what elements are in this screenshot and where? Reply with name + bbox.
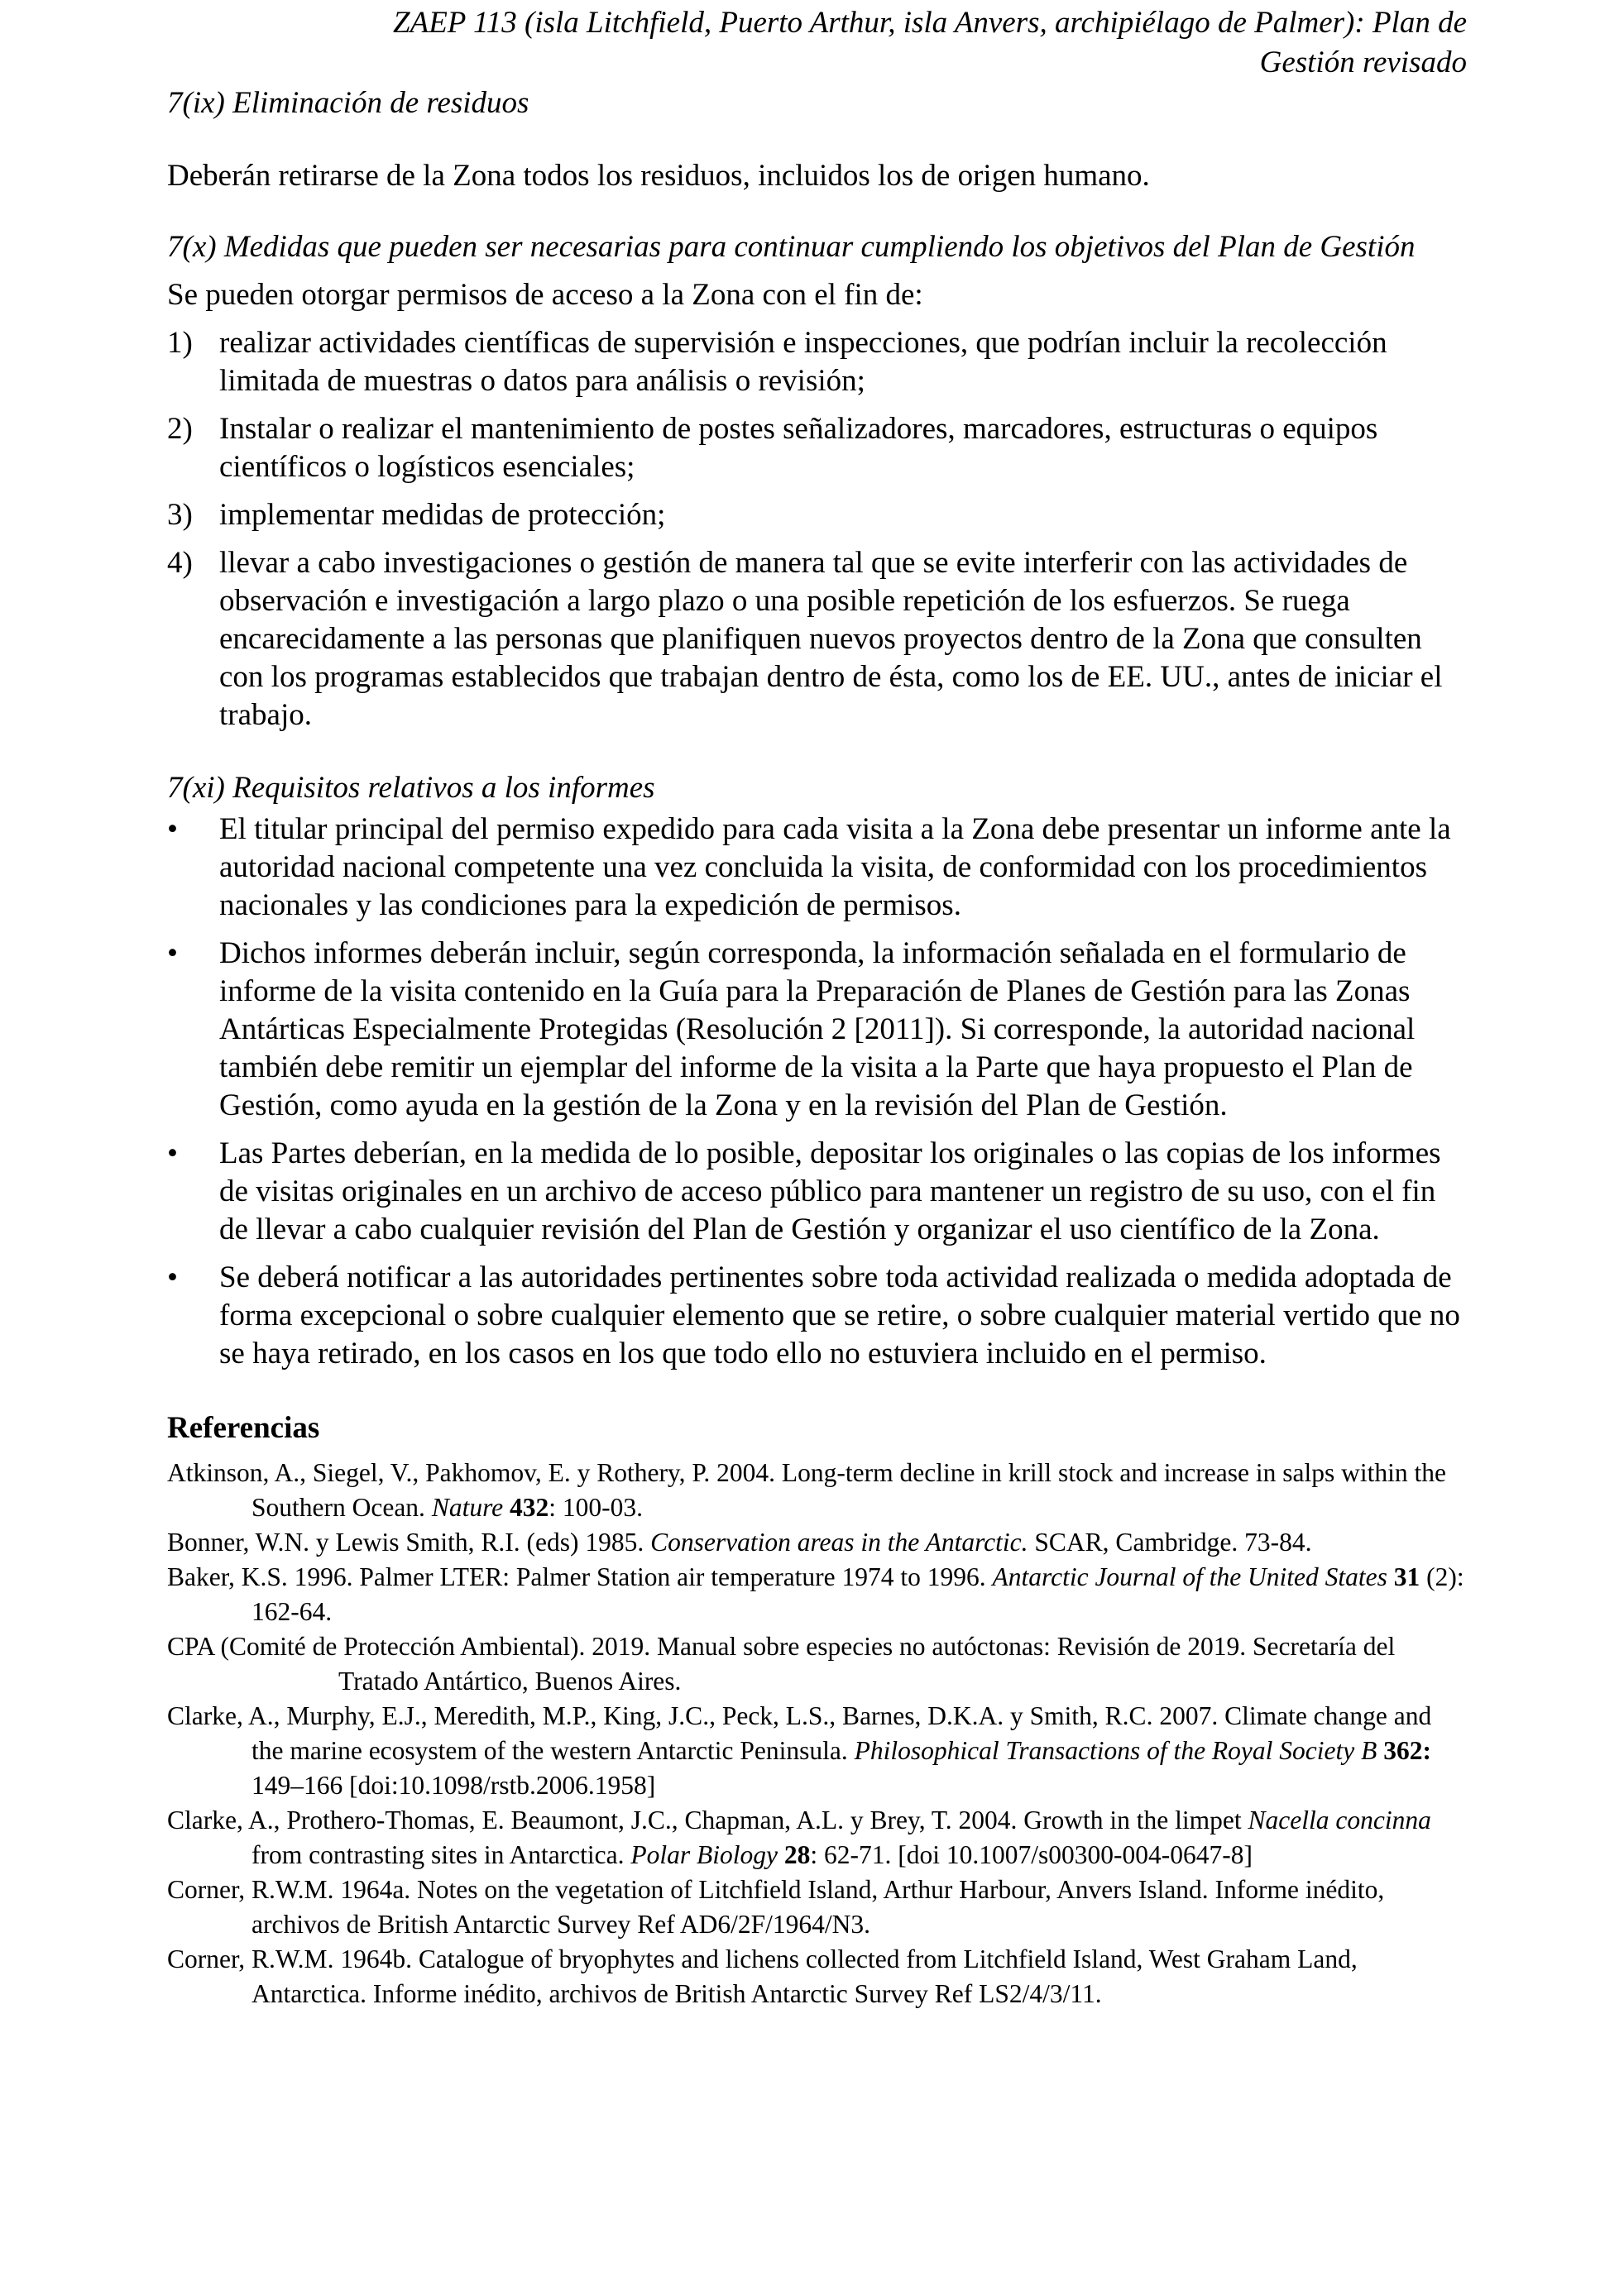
page-content	[167, 84, 1467, 2011]
bullet-icon: •	[167, 936, 178, 970]
list-item	[167, 324, 1467, 400]
list-item	[167, 811, 1467, 925]
section-heading-ix: 7(ix) Eliminación de residuos	[167, 86, 529, 120]
bullet-list	[167, 811, 1467, 1373]
list-number: 4)	[167, 546, 193, 580]
references-heading: Referencias	[167, 1411, 320, 1445]
reference-entry: Corner, R.W.M. 1964a. Notes on the vegetation of Litchfield Island, Arthur Harbour, Anvers Island. Informe inédito, archivos de British Antarctic Survey Ref AD6/2F/1964/N3.	[167, 1875, 1385, 1939]
waste-paragraph: Deberán retirarse de la Zona todos los residuos, incluidos los de origen humano.	[167, 159, 1150, 193]
section-heading-x: 7(x) Medidas que pueden ser necesarias para continuar cumpliendo los objetivos del Plan de Gestión	[167, 230, 1416, 264]
section-heading-xi: 7(xi) Requisitos relativos a los informes	[167, 771, 655, 805]
reference-entry: Baker, K.S. 1996. Palmer LTER: Palmer Station air temperature 1974 to 1996. Antarctic Journal of the United States 31 (2): 162-64.	[167, 1562, 1464, 1626]
list-item	[167, 935, 1467, 1125]
reference-entry: Clarke, A., Prothero-Thomas, E. Beaumont, J.C., Chapman, A.L. y Brey, T. 2004. Growth in the limpet Nacella concinna from contrasting sites in Antarctica. Polar Biology 28: 62-71. [doi 10.1007/s00300-004-0647-8]	[167, 1806, 1431, 1869]
reference-entry: Corner, R.W.M. 1964b. Catalogue of bryophytes and lichens collected from Litchfield Island, West Graham Land, Antarctica. Informe inédito, archivos de British Antarctic Survey Ref LS2/4/3/11.	[167, 1944, 1358, 2008]
list-item-text: El titular principal del permiso expedido para cada visita a la Zona debe presentar un informe ante la autoridad nacional competente una vez concluida la visita, de conformidad con los procedimientos nacionales y las condiciones para la expedición de permisos.	[219, 812, 1451, 922]
list-item-text: Las Partes deberían, en la medida de lo posible, depositar los originales o las copias de los informes de visitas originales en un archivo de acceso público para mantener un registro de su uso, con el fin de llevar a cabo cualquier revisión del Plan de Gestión y organizar el uso científico de la Zona.	[219, 1136, 1441, 1246]
list-item	[167, 544, 1467, 734]
reference-entry: CPA (Comité de Protección Ambiental). 2019. Manual sobre especies no autóctonas: Revisión de 2019. Secretaría del Tratado Antártico, Buenos Aires.	[167, 1632, 1396, 1696]
list-number: 2)	[167, 412, 193, 446]
list-item-text: Dichos informes deberán incluir, según corresponda, la información señalada en el formulario de informe de la visita contenido en la Guía para la Preparación de Planes de Gestión para las Zonas Antárticas Especialmente Protegidas (Resolución 2 [2011]). Si corresponde, la autoridad nacional también debe remitir un ejemplar del informe de la visita a la Parte que haya propuesto el Plan de Gestión, como ayuda en la gestión de la Zona y en la revisión del Plan de Gestión.	[219, 936, 1416, 1122]
list-number: 1)	[167, 326, 193, 360]
list-item	[167, 496, 1467, 534]
reference-entry: Atkinson, A., Siegel, V., Pakhomov, E. y Rothery, P. 2004. Long-term decline in krill stock and increase in salps within the Southern Ocean. Nature 432: 100-03.	[167, 1458, 1446, 1522]
header-line-2: Gestión revisado	[1259, 45, 1467, 79]
list-item-text: realizar actividades científicas de supervisión e inspecciones, que podrían incluir la recolección limitada de muestras o datos para análisis o revisión;	[219, 326, 1387, 398]
list-number: 3)	[167, 498, 193, 532]
bullet-icon: •	[167, 1260, 178, 1294]
list-item-text: implementar medidas de protección;	[219, 498, 666, 532]
list-item-text: Se deberá notificar a las autoridades pertinentes sobre toda actividad realizada o medida adoptada de forma excepcional o sobre cualquier elemento que se retire, o sobre cualquier material vertido que no se haya retirado, en los casos en los que todo ello no estuviera incluido en el permiso.	[219, 1260, 1460, 1370]
permits-intro: Se pueden otorgar permisos de acceso a la Zona con el fin de:	[167, 278, 923, 312]
reference-entry: Bonner, W.N. y Lewis Smith, R.I. (eds) 1985. Conservation areas in the Antarctic. SCAR, Cambridge. 73-84.	[167, 1528, 1312, 1557]
list-item	[167, 1259, 1467, 1373]
header-line-1: ZAEP 113 (isla Litchfield, Puerto Arthur, isla Anvers, archipiélago de Palmer): Plan de	[393, 6, 1467, 40]
running-header	[248, 3, 1467, 83]
list-item	[167, 410, 1467, 486]
list-item-text: Instalar o realizar el mantenimiento de postes señalizadores, marcadores, estructuras o equipos científicos o logísticos esenciales;	[219, 412, 1378, 484]
list-item	[167, 1135, 1467, 1249]
bullet-icon: •	[167, 1136, 178, 1170]
list-item-text: llevar a cabo investigaciones o gestión de manera tal que se evite interferir con las actividades de observación e investigación a largo plazo o una posible repetición de los esfuerzos. Se ruega encarecidamente a las personas que planifiquen nuevos proyectos dentro de la Zona que consulten con los programas establecidos que trabajan dentro de ésta, como los de EE. UU., antes de iniciar el trabajo.	[219, 546, 1443, 732]
bullet-icon: •	[167, 812, 178, 846]
numbered-list	[167, 324, 1467, 734]
reference-entry: Clarke, A., Murphy, E.J., Meredith, M.P., King, J.C., Peck, L.S., Barnes, D.K.A. y Smith, R.C. 2007. Climate change and the marine ecosystem of the western Antarctic Peninsula. Philosophical Transactions of the Royal Society B 362: 149–166 [doi:10.1098/rstb.2006.1958]	[167, 1701, 1432, 1800]
references-list	[167, 1456, 1467, 2011]
